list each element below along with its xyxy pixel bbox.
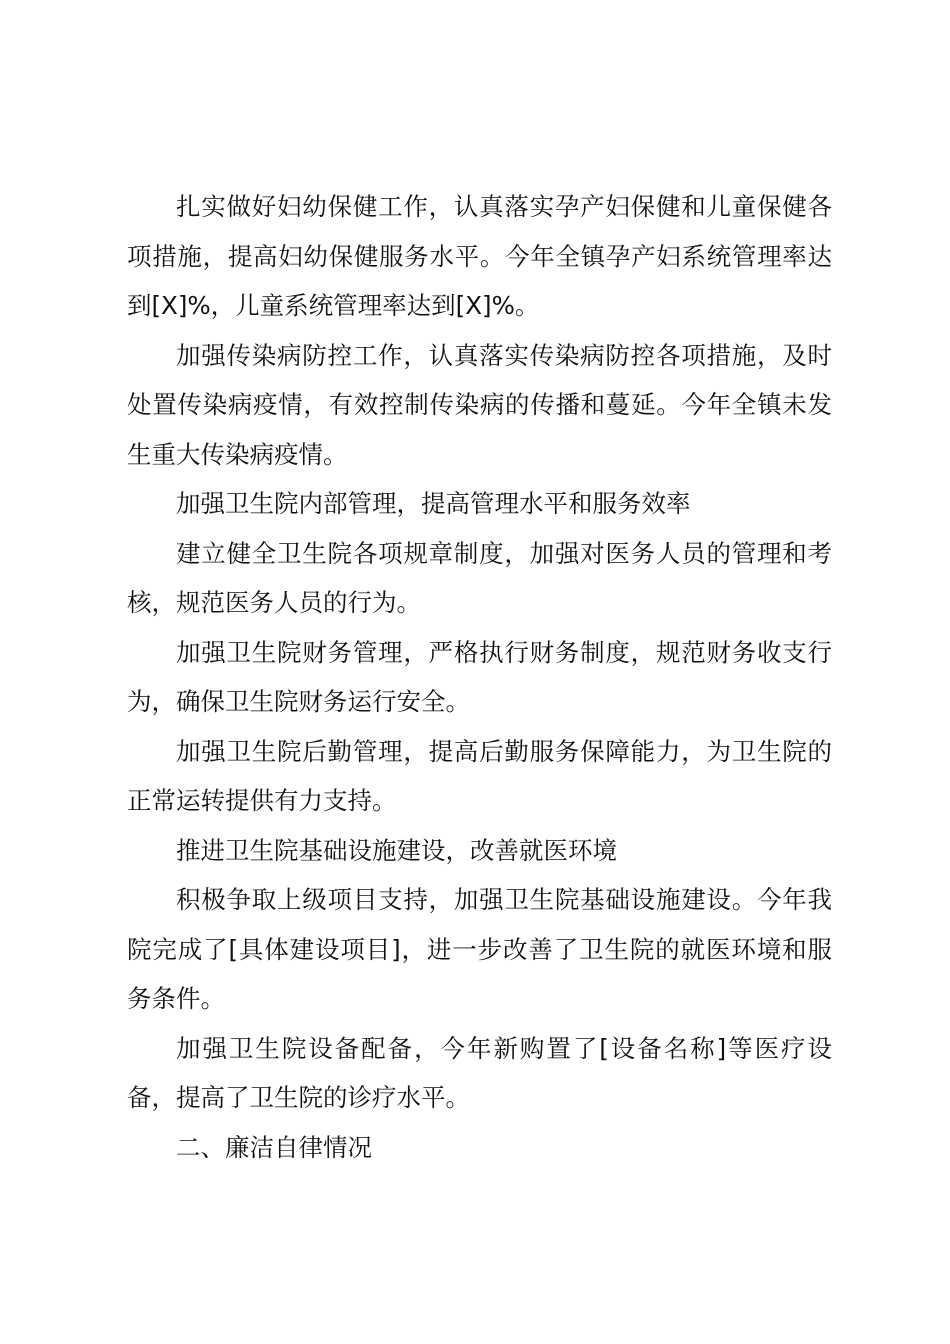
paragraph-infrastructure-projects: 积极争取上级项目支持，加强卫生院基础设施建设。今年我院完成了[具体建设项目]，进一步改善了卫生院的就医环境和服务条件。	[127, 885, 832, 1013]
paragraph-regulations: 建立健全卫生院各项规章制度，加强对医务人员的管理和考核，规范医务人员的行为。	[127, 538, 832, 617]
paragraph-infectious-disease-control: 加强传染病防控工作，认真落实传染病防控各项措施，及时处置传染病疫情，有效控制传染病的传播和蔓延。今年全镇未发生重大传染病疫情。	[127, 340, 832, 469]
paragraph-logistics-management: 加强卫生院后勤管理，提高后勤服务保障能力，为卫生院的正常运转提供有力支持。	[127, 736, 832, 815]
paragraph-maternal-child-health: 扎实做好妇幼保健工作，认真落实孕产妇保健和儿童保健各项措施，提高妇幼保健服务水平。今年全镇孕产妇系统管理率达到[X]%，儿童系统管理率达到[X]%。	[127, 192, 832, 320]
section-heading-integrity: 二、廉洁自律情况	[176, 1132, 372, 1162]
paragraph-financial-management: 加强卫生院财务管理，严格执行财务制度，规范财务收支行为，确保卫生院财务运行安全。	[127, 637, 832, 716]
section-heading-internal-management: 加强卫生院内部管理，提高管理水平和服务效率	[176, 489, 691, 518]
section-heading-infrastructure: 推进卫生院基础设施建设，改善就医环境	[176, 835, 617, 865]
document-body	[127, 182, 832, 1172]
paragraph-equipment: 加强卫生院设备配备，今年新购置了[设备名称]等医疗设备，提高了卫生院的诊疗水平。	[127, 1033, 832, 1112]
